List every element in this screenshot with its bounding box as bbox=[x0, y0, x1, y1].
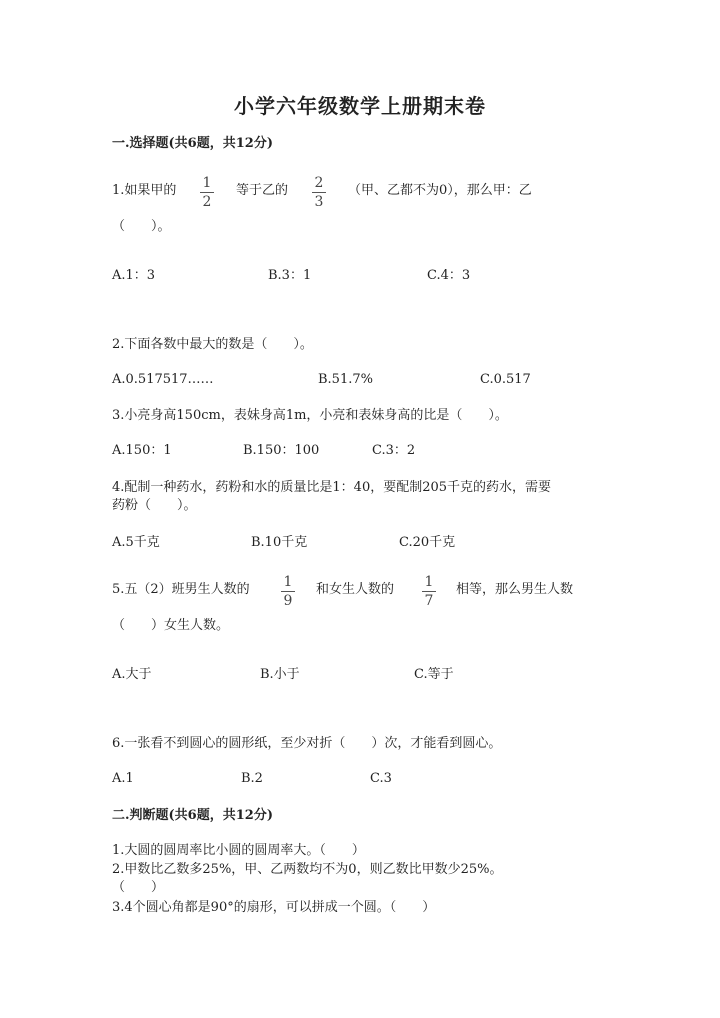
question-3-text: 3.小亮身高150cm，表妹身高1m，小亮和表妹身高的比是（ ）。 bbox=[112, 408, 508, 423]
fraction-one-seventh bbox=[422, 575, 436, 608]
question-5-text-part1: 5.五（2）班男生人数的 bbox=[112, 582, 250, 597]
judgment-2-text-line2: （ ） bbox=[112, 880, 165, 895]
fraction-bar bbox=[312, 192, 326, 193]
fraction-numerator: 1 bbox=[202, 175, 212, 191]
question-6-option-c: C.3 bbox=[370, 771, 392, 786]
fraction-bar bbox=[281, 591, 295, 592]
question-1-option-a: A.1：3 bbox=[112, 268, 156, 283]
question-4-text-line1: 4.配制一种药水，药粉和水的质量比是1：40，要配制205千克的药水，需要 bbox=[112, 480, 552, 495]
fraction-bar bbox=[200, 192, 214, 193]
question-5-text-part2: 和女生人数的 bbox=[316, 582, 395, 597]
fraction-denominator: 7 bbox=[424, 593, 434, 609]
fraction-bar bbox=[422, 591, 436, 592]
section-header-judgment: 二.判断题(共6题，共12分) bbox=[112, 808, 273, 823]
fraction-numerator: 2 bbox=[314, 175, 324, 191]
fraction-numerator: 1 bbox=[424, 574, 434, 590]
fraction-one-ninth bbox=[281, 575, 295, 608]
question-6-option-b: B.2 bbox=[241, 771, 263, 786]
question-1-text-part2: 等于乙的 bbox=[236, 183, 289, 198]
question-1-option-b: B.3：1 bbox=[268, 268, 312, 283]
fraction-two-thirds bbox=[312, 176, 326, 209]
judgment-3-text: 3.4个圆心角都是90°的扇形，可以拼成一个圆。（ ） bbox=[112, 900, 436, 915]
judgment-1-text: 1.大圆的圆周率比小圆的圆周率大。（ ） bbox=[112, 843, 365, 858]
question-3-option-c: C.3：2 bbox=[372, 443, 416, 458]
question-1-text-part1: 1.如果甲的 bbox=[112, 183, 177, 198]
page-title: 小学六年级数学上册期末卷 bbox=[234, 94, 486, 118]
question-5-text-line2: （ ）女生人数。 bbox=[112, 618, 230, 633]
question-1-text-part3: （甲、乙都不为0），那么甲：乙 bbox=[348, 183, 532, 198]
section-header-choice: 一.选择题(共6题，共12分) bbox=[112, 136, 273, 151]
fraction-denominator: 3 bbox=[314, 194, 324, 210]
question-3-option-b: B.150：100 bbox=[243, 443, 320, 458]
question-6-option-a: A.1 bbox=[112, 771, 134, 786]
question-6-text: 6.一张看不到圆心的圆形纸，至少对折（ ）次，才能看到圆心。 bbox=[112, 736, 502, 751]
question-4-text-line2: 药粉（ ）。 bbox=[112, 498, 197, 513]
question-4-option-c: C.20千克 bbox=[399, 535, 456, 550]
question-3-option-a: A.150：1 bbox=[112, 443, 172, 458]
question-5-text-part3: 相等，那么男生人数 bbox=[456, 582, 574, 597]
question-5-option-c: C.等于 bbox=[414, 667, 454, 682]
question-2-text: 2.下面各数中最大的数是（ ）。 bbox=[112, 337, 313, 352]
question-1-blank: （ ）。 bbox=[112, 219, 171, 234]
fraction-numerator: 1 bbox=[283, 574, 293, 590]
judgment-2-text-line1: 2.甲数比乙数多25%，甲、乙两数均不为0，则乙数比甲数少25%。 bbox=[112, 862, 503, 877]
question-2-option-c: C.0.517 bbox=[480, 372, 531, 387]
question-2-option-b: B.51.7% bbox=[318, 372, 373, 387]
fraction-one-half bbox=[200, 176, 214, 209]
question-5-option-a: A.大于 bbox=[112, 667, 152, 682]
question-2-option-a: A.0.517517…… bbox=[112, 372, 214, 387]
fraction-denominator: 2 bbox=[202, 194, 212, 210]
question-1-option-c: C.4：3 bbox=[427, 268, 471, 283]
fraction-denominator: 9 bbox=[283, 593, 293, 609]
question-4-option-a: A.5千克 bbox=[112, 535, 160, 550]
question-5-option-b: B.小于 bbox=[260, 667, 300, 682]
question-4-option-b: B.10千克 bbox=[251, 535, 308, 550]
